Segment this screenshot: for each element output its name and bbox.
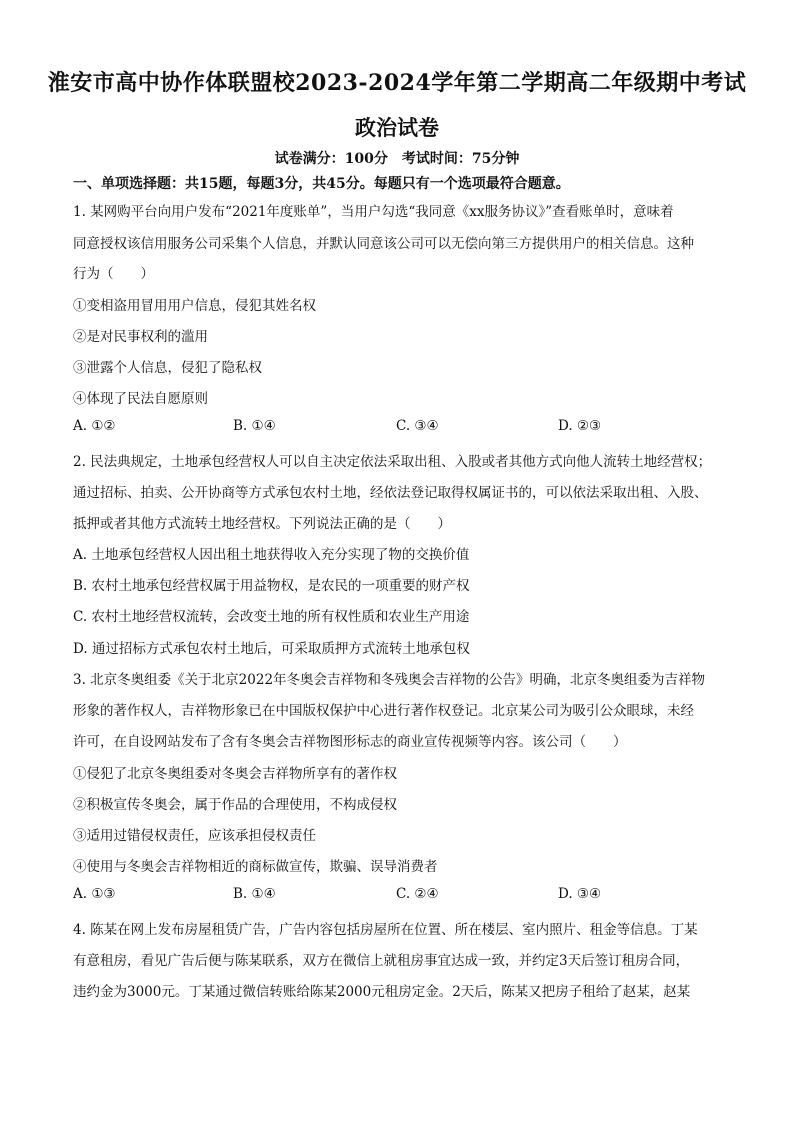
q3-stem-line1: 3. 北京冬奥组委《关于北京2022年冬奥会吉祥物和冬残奥会吉祥物的公告》明确，北京冬奥组委为吉祥物: [73, 672, 706, 688]
q3-statement-4: ④使用与冬奥会吉祥物相近的商标做宣传，欺骗、误导消费者: [73, 859, 438, 875]
q3-option-b: B. ①④: [233, 886, 276, 902]
q1-options: [73, 418, 733, 438]
exam-meta: 试卷满分：100分 考试时间：75分钟: [274, 151, 520, 167]
q4-stem-line2: 有意租房，看见广告后便与陈某联系，双方在微信上就租房事宜达成一致，并约定3天后签订租房合同，: [73, 953, 690, 969]
q1-statement-4: ④体现了民法自愿原则: [73, 391, 208, 407]
q1-option-a: A. ①②: [73, 418, 116, 434]
q2-stem-line3: 抵押或者其他方式流转土地经营权。下列说法正确的是（ ）: [73, 516, 451, 532]
q1-statement-2: ②是对民事权利的滥用: [73, 329, 208, 345]
q3-stem-line3: 许可，在自设网站发布了含有冬奥会吉祥物图形标志的商业宣传视频等内容。该公司（ ）: [73, 734, 627, 750]
q2-stem-line2: 通过招标、拍卖、公开协商等方式承包农村土地，经依法登记取得权属证书的，可以依法采取出租、入股、: [73, 485, 708, 501]
q1-stem-line3: 行为（ ）: [73, 266, 154, 282]
q1-stem-line2: 同意授权该信用服务公司采集个人信息，并默认同意该公司可以无偿向第三方提供用户的相关信息。这种: [73, 236, 694, 252]
q3-statement-2: ②积极宣传冬奥会，属于作品的合理使用，不构成侵权: [73, 797, 397, 813]
q3-option-a: A. ①③: [73, 886, 116, 902]
q3-option-d: D. ③④: [558, 886, 602, 902]
section-heading: 一、单项选择题：共15题，每题3分，共45分。每题只有一个选项最符合题意。: [73, 176, 570, 192]
q2-stem-line1: 2. 民法典规定，土地承包经营权人可以自主决定依法采取出租、入股或者其他方式向他人流转土地经营权；: [73, 454, 712, 470]
q2-option-c: C. 农村土地经营权流转，会改变土地的所有权性质和农业生产用途: [73, 609, 470, 625]
q2-option-a: A. 土地承包经营权人因出租土地获得收入充分实现了物的交换价值: [73, 547, 470, 563]
exam-title: 淮安市高中协作体联盟校2023-2024学年第二学期高二年级期中考试: [47, 70, 747, 96]
q1-statement-3: ③泄露个人信息，侵犯了隐私权: [73, 360, 262, 376]
q1-option-c: C. ③④: [396, 418, 439, 434]
q3-options: [73, 886, 733, 906]
q2-option-d: D. 通过招标方式承包农村土地后，可采取质押方式流转土地承包权: [73, 641, 470, 657]
q1-stem-line1: 1. 某网购平台向用户发布“2021年度账单”，当用户勾选“我同意《xx服务协议》”查看账单时，意味着: [73, 204, 674, 220]
q4-stem-line3: 违约金为3000元。丁某通过微信转账给陈某2000元租房定金。2天后，陈某又把房子租给了赵某，赵某: [73, 984, 691, 1000]
q3-statement-3: ③适用过错侵权责任，应该承担侵权责任: [73, 828, 316, 844]
q4-stem-line1: 4. 陈某在网上发布房屋租赁广告，广告内容包括房屋所在位置、所在楼层、室内照片、租金等信息。丁某: [73, 922, 698, 938]
exam-subtitle: 政治试卷: [355, 115, 439, 140]
q1-option-b: B. ①④: [233, 418, 276, 434]
q3-statement-1: ①侵犯了北京冬奥组委对冬奥会吉祥物所享有的著作权: [73, 766, 397, 782]
q2-option-b: B. 农村土地承包经营权属于用益物权，是农民的一项重要的财产权: [73, 578, 470, 594]
q3-option-c: C. ②④: [396, 886, 439, 902]
q1-statement-1: ①变相盗用冒用用户信息，侵犯其姓名权: [73, 298, 316, 314]
q3-stem-line2: 形象的著作权人，吉祥物形象已在中国版权保护中心进行著作权登记。北京某公司为吸引公众眼球，未经: [73, 703, 694, 719]
q1-option-d: D. ②③: [558, 418, 602, 434]
